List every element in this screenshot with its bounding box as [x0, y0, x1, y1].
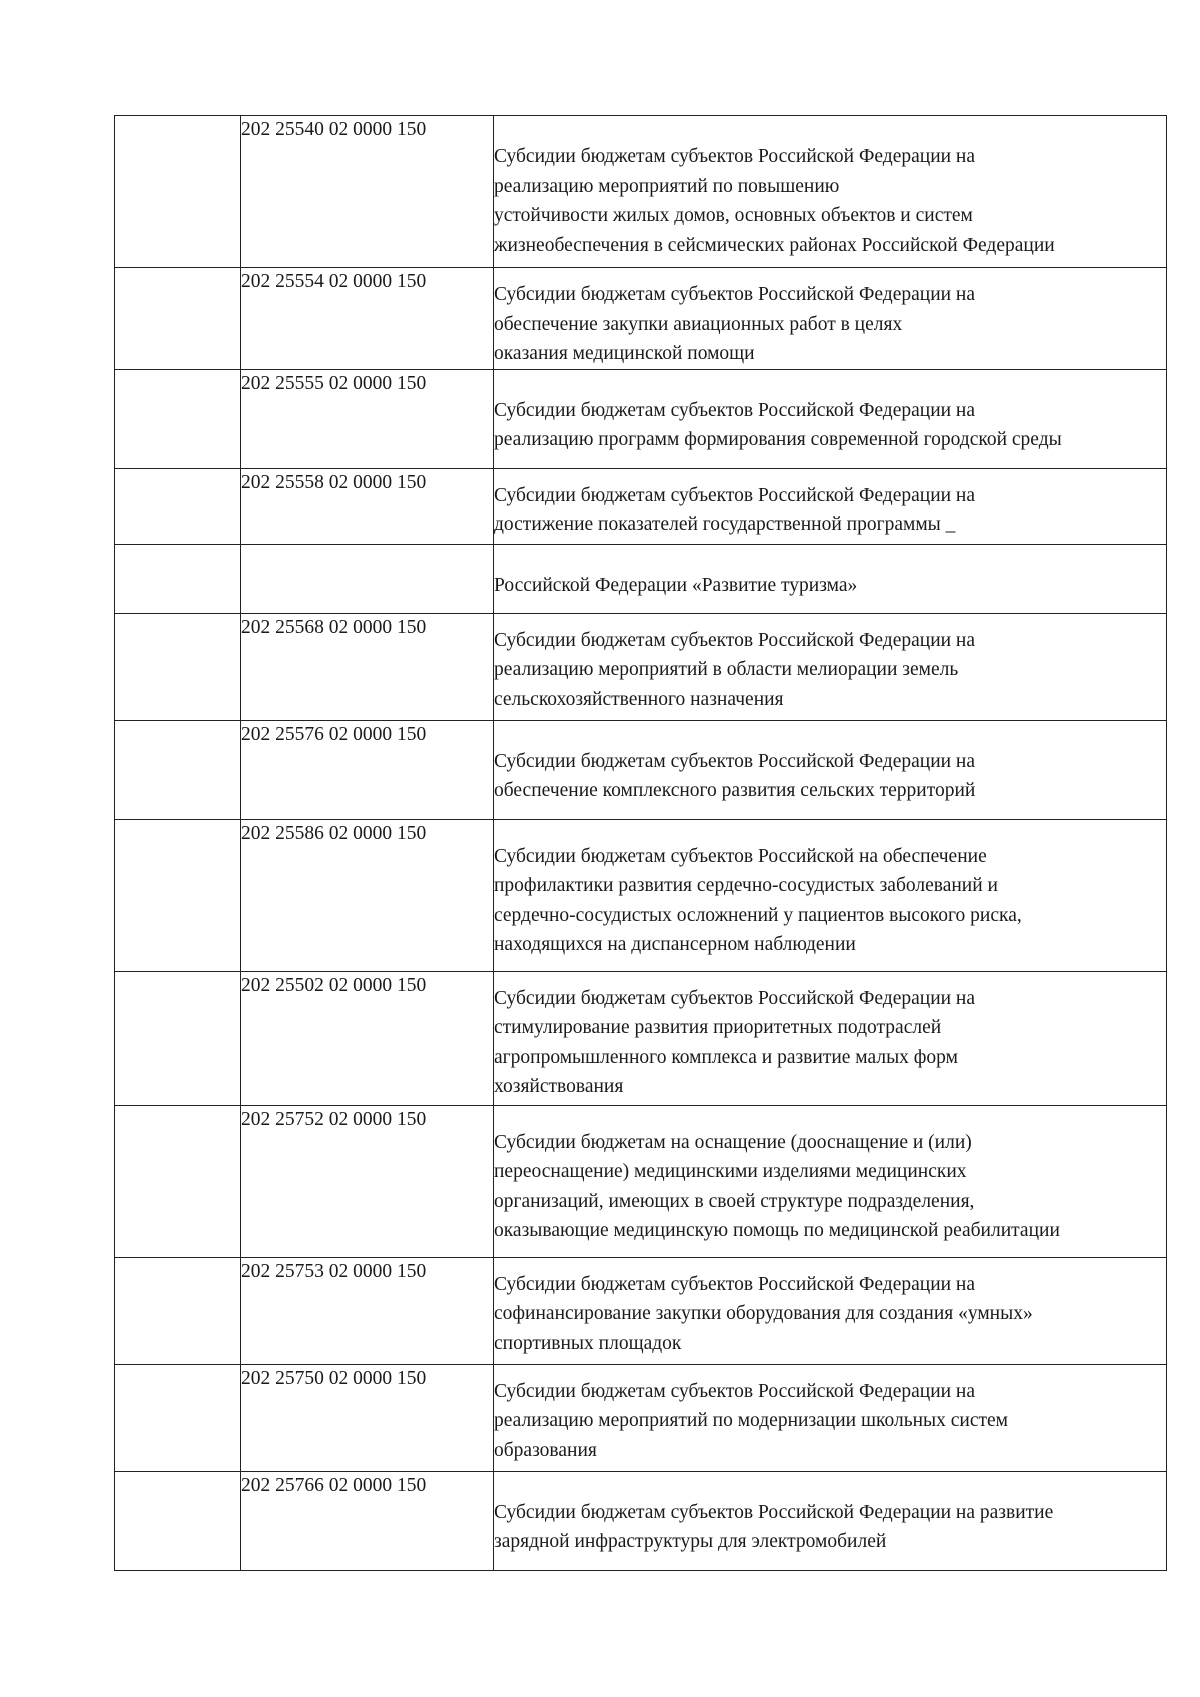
description-line: сельскохозяйственного назначения — [494, 688, 784, 710]
subsidy-description — [494, 819, 1167, 971]
empty-cell — [115, 268, 241, 370]
description-line: оказания медицинской помощи — [494, 343, 755, 364]
subsidy-description — [494, 116, 1167, 268]
description-line: зарядной инфраструктуры для электромобилей — [494, 1531, 887, 1552]
budget-code: 202 25753 02 0000 150 — [241, 1257, 494, 1364]
description-line: сердечно-сосудистых осложнений у пациентов высокого риска, — [494, 904, 1022, 926]
description-line: достижение показателей государственной программы _ — [494, 514, 956, 535]
empty-cell — [115, 1105, 241, 1257]
empty-cell — [115, 971, 241, 1105]
empty-cell — [115, 468, 241, 544]
budget-code — [241, 544, 494, 613]
description-line: профилактики развития сердечно-сосудистых заболеваний и — [494, 875, 998, 896]
budget-code: 202 25586 02 0000 150 — [241, 819, 494, 971]
description-line: обеспечение закупки авиационных работ в целях — [494, 313, 903, 335]
description-line: Субсидии бюджетам субъектов Российской Федерации на — [494, 750, 976, 772]
subsidy-description — [494, 369, 1167, 468]
table-row — [115, 720, 1167, 819]
subsidy-description — [494, 268, 1167, 370]
budget-code: 202 25568 02 0000 150 — [241, 613, 494, 720]
empty-cell — [115, 1471, 241, 1570]
budget-code: 202 25750 02 0000 150 — [241, 1364, 494, 1471]
description-line: оказывающие медицинскую помощь по медицинской реабилитации — [494, 1220, 1060, 1241]
description-line: Субсидии бюджетам субъектов Российской Федерации на — [494, 146, 976, 167]
empty-cell — [115, 369, 241, 468]
table-row — [115, 971, 1167, 1105]
description-line: Субсидии бюджетам субъектов Российской Федерации на — [494, 629, 976, 651]
table-row — [115, 1471, 1167, 1570]
description-line: Субсидии бюджетам субъектов Российской Федерации на — [494, 987, 976, 1009]
budget-code: 202 25766 02 0000 150 — [241, 1471, 494, 1570]
description-line: реализацию мероприятий по повышению — [494, 175, 840, 197]
description-line: обеспечение комплексного развития сельских территорий — [494, 780, 976, 801]
description-line: спортивных площадок — [494, 1332, 682, 1354]
description-line: Субсидии бюджетам субъектов Российской на обеспечение — [494, 845, 987, 867]
description-line: Субсидии бюджетам субъектов Российской Федерации на — [494, 1380, 976, 1402]
description-line: Субсидии бюджетам субъектов Российской Федерации на — [494, 399, 976, 421]
description-line: организаций, имеющих в своей структуре подразделения, — [494, 1190, 975, 1212]
description-line: переоснащение) медицинскими изделиями медицинских — [494, 1161, 967, 1182]
subsidy-description — [494, 971, 1167, 1105]
empty-cell — [115, 819, 241, 971]
table-row — [115, 369, 1167, 468]
budget-code: 202 25558 02 0000 150 — [241, 468, 494, 544]
budget-code: 202 25752 02 0000 150 — [241, 1105, 494, 1257]
subsidy-description — [494, 720, 1167, 819]
budget-code: 202 25555 02 0000 150 — [241, 369, 494, 468]
description-line: устойчивости жилых домов, основных объектов и систем — [494, 205, 973, 226]
empty-cell — [115, 544, 241, 613]
empty-cell — [115, 720, 241, 819]
description-line: Субсидии бюджетам субъектов Российской Федерации на — [494, 284, 976, 305]
description-line: Субсидии бюджетам субъектов Российской Федерации на — [494, 1273, 976, 1295]
description-line: образования — [494, 1439, 597, 1461]
description-line: стимулирование развития приоритетных подотраслей — [494, 1017, 942, 1038]
table-row — [115, 613, 1167, 720]
budget-code: 202 25502 02 0000 150 — [241, 971, 494, 1105]
description-line: находящихся на диспансерном наблюдении — [494, 934, 856, 955]
description-line: реализацию мероприятий в области мелиорации земель — [494, 659, 959, 680]
description-line: Субсидии бюджетам субъектов Российской Федерации на развитие — [494, 1501, 1054, 1523]
description-line: реализацию мероприятий по модернизации школьных систем — [494, 1410, 1009, 1431]
description-line: Субсидии бюджетам на оснащение (дооснащение и (или) — [494, 1131, 972, 1153]
empty-cell — [115, 1257, 241, 1364]
table-row — [115, 1257, 1167, 1364]
budget-code: 202 25576 02 0000 150 — [241, 720, 494, 819]
description-line: жизнеобеспечения в сейсмических районах Российской Федерации — [494, 234, 1055, 256]
subsidy-description — [494, 1257, 1167, 1364]
subsidy-description — [494, 1364, 1167, 1471]
budget-code: 202 25540 02 0000 150 — [241, 116, 494, 268]
subsidy-description — [494, 1105, 1167, 1257]
table-row — [115, 1105, 1167, 1257]
empty-cell — [115, 116, 241, 268]
subsidy-description — [494, 468, 1167, 544]
empty-cell — [115, 613, 241, 720]
subsidy-description — [494, 544, 1167, 613]
table-row — [115, 268, 1167, 370]
subsidy-description — [494, 1471, 1167, 1570]
subsidy-description — [494, 613, 1167, 720]
empty-cell — [115, 1364, 241, 1471]
table-row — [115, 544, 1167, 613]
description-line: агропромышленного комплекса и развитие малых форм — [494, 1046, 958, 1068]
description-line: реализацию программ формирования современной городской среды — [494, 429, 1062, 450]
budget-codes-table — [114, 115, 1167, 1571]
table-row — [115, 819, 1167, 971]
description-line: Российской Федерации «Развитие туризма» — [494, 574, 858, 596]
budget-code: 202 25554 02 0000 150 — [241, 268, 494, 370]
table-row — [115, 1364, 1167, 1471]
description-line: Субсидии бюджетам субъектов Российской Федерации на — [494, 484, 976, 506]
table-row — [115, 468, 1167, 544]
description-line: софинансирование закупки оборудования для создания «умных» — [494, 1303, 1033, 1324]
table-row — [115, 116, 1167, 268]
description-line: хозяйствования — [494, 1076, 624, 1097]
